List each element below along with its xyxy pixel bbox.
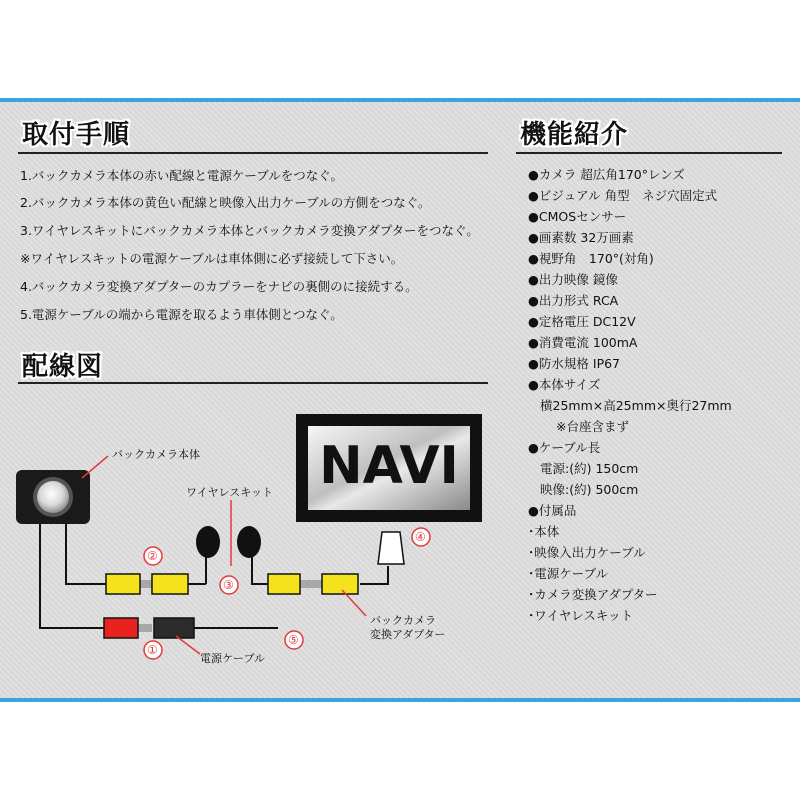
install-step-note: ※ワイヤレスキットの電源ケーブルは車体側に必ず接続して下さい。: [20, 251, 404, 266]
install-step-3: 3.ワイヤレスキットにバックカメラ本体とバックカメラ変換アダプターをつなぐ。: [20, 223, 479, 238]
spec-size-note: ※台座含まず: [556, 419, 629, 434]
video-cable-plug-2: [268, 574, 300, 594]
marker-2: ②: [147, 549, 158, 563]
navi-label: NAVI: [319, 436, 459, 496]
video-wire-3: [252, 556, 268, 584]
adapter-label-line-2: 変換アダプター: [370, 628, 446, 641]
wireless-module-right: [237, 526, 261, 558]
spec-output-format: ●出力形式 RCA: [528, 293, 619, 308]
wiring-diagram-heading: 配線図: [22, 352, 104, 382]
spec-cable-power: 電源:(約) 150cm: [540, 461, 639, 476]
accessory-power-cable: ･電源ケーブル: [528, 566, 609, 581]
install-step-1: 1.バックカメラ本体の赤い配線と電源ケーブルをつなぐ。: [20, 168, 344, 183]
camera-body-label: バックカメラ本体: [112, 448, 200, 461]
spec-cable-length: ●ケーブル長: [528, 440, 601, 455]
spec-pixels: ●画素数 32万画素: [528, 230, 634, 245]
spec-output-image: ●出力映像 鏡像: [528, 272, 618, 287]
spec-body-size: ●本体サイズ: [528, 377, 601, 392]
yellow-wire: [66, 524, 108, 584]
camera-pointer: [82, 456, 108, 478]
power-cable-plug: [154, 618, 194, 638]
wireless-kit-label: ワイヤレスキット: [186, 486, 274, 499]
wireless-module-left: [196, 526, 220, 558]
spec-size-detail: 横25mm×高25mm×奥行27mm: [540, 398, 732, 413]
marker-5: ⑤: [288, 633, 299, 647]
spec-visual: ●ビジュアル 角型 ネジ穴固定式: [528, 188, 718, 203]
spec-view-angle: ●視野角 170°(対角): [528, 251, 654, 266]
power-cable-label: 電源ケーブル: [200, 652, 266, 665]
adapter-label-line-1: バックカメラ: [370, 614, 436, 627]
navi-coupler: [378, 532, 404, 564]
camera-lens: [37, 481, 69, 513]
install-steps-heading: 取付手順: [22, 120, 131, 150]
install-step-4: 4.バックカメラ変換アダプターのカプラーをナビの裏側のに接続する。: [20, 279, 418, 294]
spec-sensor: ●CMOSセンサー: [528, 209, 627, 224]
spec-waterproof: ●防水規格 IP67: [528, 356, 621, 371]
accessory-video-cable: ･映像入出力ケーブル: [528, 545, 646, 560]
video-cable-plug-1: [152, 574, 188, 594]
install-step-2: 2.バックカメラ本体の黄色い配線と映像入出力ケーブルの方側をつなぐ。: [20, 195, 431, 210]
spec-camera: ●カメラ 超広角170°レンズ: [528, 167, 685, 182]
marker-3: ③: [223, 578, 234, 592]
spec-current: ●消費電流 100mA: [528, 335, 638, 350]
marker-1: ①: [147, 643, 158, 657]
spec-voltage: ●定格電圧 DC12V: [528, 314, 636, 329]
features-heading: 機能紹介: [520, 120, 629, 150]
adapter-plug: [322, 574, 358, 594]
accessory-body: ･本体: [528, 524, 560, 539]
adapter-wire: [360, 566, 388, 584]
spec-cable-video: 映像:(約) 500cm: [540, 482, 639, 497]
install-step-5: 5.電源ケーブルの端から電源を取るよう車体側とつなぐ。: [20, 307, 343, 322]
camera-power-plug: [104, 618, 138, 638]
red-connector-stub: [138, 624, 152, 632]
marker-4: ④: [415, 530, 426, 544]
red-wire: [40, 524, 108, 628]
accessory-adapter: ･カメラ変換アダプター: [528, 587, 658, 602]
camera-video-plug: [106, 574, 140, 594]
spec-accessories: ●付属品: [528, 503, 577, 518]
accessory-wireless-kit: ･ワイヤレスキット: [528, 608, 634, 623]
